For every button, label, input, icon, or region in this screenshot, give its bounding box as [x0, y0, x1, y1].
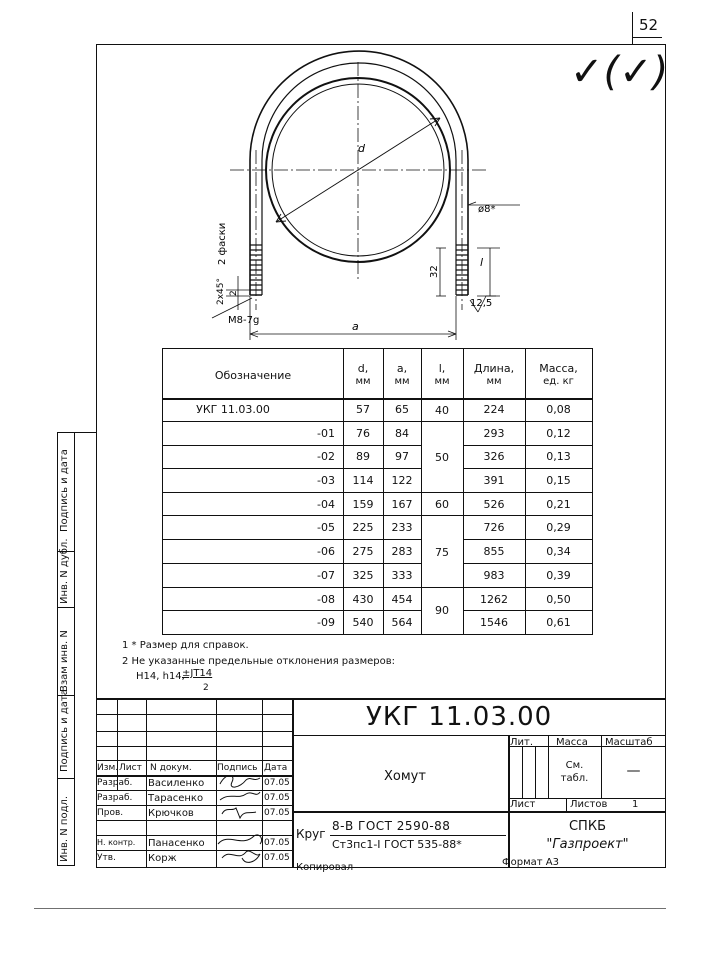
tb-sheet: Лист	[510, 799, 536, 810]
note-2-fraction-bottom: 2	[203, 683, 209, 693]
row-designation: -01	[317, 427, 335, 440]
scan-edge-line	[34, 908, 666, 909]
side-vzam-inv: Взам инв. N	[59, 630, 70, 692]
row-length: 391	[483, 474, 505, 487]
tb-mass-val-1: См.	[565, 760, 584, 771]
tb-date-1: 07.05	[264, 778, 290, 788]
row-a: 233	[391, 521, 413, 534]
row-d: 57	[356, 403, 370, 416]
row-mass: 0,21	[546, 498, 571, 511]
title-block	[96, 698, 666, 868]
clamp-drawing	[0, 0, 707, 350]
row-d: 225	[352, 521, 374, 534]
tb-name-6: Корж	[148, 853, 177, 864]
row-length: 726	[483, 521, 505, 534]
row-d: 114	[352, 474, 374, 487]
row-mass: 0,34	[546, 545, 571, 558]
row-d: 325	[352, 569, 374, 582]
row-d: 275	[352, 545, 374, 558]
row-designation: -09	[317, 616, 335, 629]
l-group-3: 60	[435, 498, 449, 511]
tb-name-1: Василенко	[148, 778, 205, 789]
row-length: 526	[483, 498, 505, 511]
row-a: 167	[391, 498, 413, 511]
note-2-tolerance: H14, h14,	[136, 671, 185, 682]
row-a: 333	[391, 569, 413, 582]
row-length: 1262	[480, 593, 508, 606]
tb-h-doc: N докум.	[150, 763, 192, 773]
tb-h-list: Лист	[119, 763, 142, 773]
row-designation: -04	[317, 498, 335, 511]
row-designation: УКГ 11.03.00	[196, 403, 270, 416]
dia-label: d	[358, 142, 365, 155]
check-mark-icon: ✓(✓)	[570, 49, 669, 95]
tb-material-top: 8-В ГОСТ 2590-88	[332, 819, 451, 833]
tb-org-1: СПКБ	[568, 819, 606, 834]
l-group-5: 90	[435, 604, 449, 617]
side-inv-dubl: Инв. N дубл.	[59, 538, 70, 604]
sheet-number: 52	[639, 16, 659, 34]
header-mass: Масса,	[539, 362, 578, 375]
row-a: 283	[391, 545, 413, 558]
tb-date-2: 07.05	[264, 793, 290, 803]
tb-massa: Масса	[556, 737, 588, 748]
header-designation: Обозначение	[214, 369, 292, 382]
tb-name: Хомут	[384, 769, 426, 784]
row-d: 159	[352, 498, 374, 511]
row-mass: 0,50	[546, 593, 571, 606]
header-d: d,	[357, 362, 369, 375]
thread-length-label: 32	[429, 265, 440, 278]
row-mass: 0,12	[546, 427, 571, 440]
row-mass: 0,08	[546, 403, 571, 416]
row-mass: 0,39	[546, 569, 571, 582]
dimensions-table	[162, 348, 593, 635]
row-d: 540	[352, 616, 374, 629]
row-designation: -07	[317, 569, 335, 582]
tb-name-5: Панасенко	[148, 838, 205, 849]
tb-masshtab: Масштаб	[605, 737, 653, 748]
row-a: 454	[391, 593, 413, 606]
tb-code: УКГ 11.03.00	[366, 702, 553, 732]
tb-org-2: "Газпроект"	[546, 837, 629, 852]
row-a: 122	[391, 474, 413, 487]
chamfer-side-label: 2	[229, 290, 239, 296]
row-d: 89	[356, 450, 370, 463]
side-inv-podl: Инв. N подл.	[59, 795, 70, 862]
header-a-unit: мм	[394, 376, 410, 387]
roughness-label: 12,5	[470, 298, 493, 309]
row-a: 97	[395, 450, 409, 463]
tb-sheets-count: 1	[632, 799, 639, 810]
tb-material-bottom: Ст3пс1-I ГОСТ 535-88*	[332, 838, 462, 851]
header-length-unit: мм	[486, 376, 502, 387]
row-a: 65	[395, 403, 409, 416]
row-mass: 0,13	[546, 450, 571, 463]
chamfer-size-label: 2x45°	[216, 277, 226, 305]
tb-role-1: Разраб.	[97, 778, 133, 788]
row-designation: -03	[317, 474, 335, 487]
l-group-4: 75	[435, 546, 449, 559]
row-mass: 0,15	[546, 474, 571, 487]
tb-date-6: 07.05	[264, 853, 290, 863]
note-2-fraction-top: ±JT14	[182, 668, 213, 679]
tb-lit: Лит.	[510, 737, 534, 748]
row-d: 430	[352, 593, 374, 606]
rod-dia-label: ø8*	[478, 204, 496, 215]
header-d-unit: мм	[355, 376, 371, 387]
tb-role-2: Разраб.	[97, 793, 133, 803]
row-mass: 0,29	[546, 521, 571, 534]
side-sign-date-1: Подпись и дата	[59, 689, 70, 772]
row-length: 293	[483, 427, 505, 440]
tb-material-prefix: Круг	[296, 827, 326, 841]
header-a: a,	[396, 362, 408, 375]
row-a: 84	[395, 427, 409, 440]
note-2: 2 Не указанные предельные отклонения размеров:	[122, 656, 396, 667]
tb-h-date: Дата	[264, 763, 288, 773]
row-designation: -02	[317, 450, 335, 463]
row-length: 1546	[480, 616, 508, 629]
thread-label: M8-7g	[228, 315, 260, 326]
row-designation: -06	[317, 545, 335, 558]
row-mass: 0,61	[546, 616, 571, 629]
footer-copied: Копировал	[296, 862, 354, 873]
tb-scale-val: —	[626, 763, 641, 779]
row-length: 983	[483, 569, 505, 582]
header-mass-unit: ед. кг	[543, 376, 574, 387]
chamfers-label: 2 фаски	[217, 222, 228, 265]
tb-name-2: Тарасенко	[148, 793, 204, 804]
row-length: 224	[483, 403, 505, 416]
a-dimension-label: a	[352, 320, 359, 333]
tb-date-3: 07.05	[264, 808, 290, 818]
tb-h-sign: Подпись	[217, 763, 258, 773]
side-sign-date-2: Подпись и дата	[59, 449, 70, 532]
tb-name-3: Крючков	[148, 808, 194, 819]
row-length: 855	[483, 545, 505, 558]
tb-date-5: 07.05	[264, 838, 290, 848]
note-1: 1 * Размер для справок.	[122, 640, 249, 651]
l-group-1: 40	[435, 404, 449, 417]
signatures-graphic	[216, 762, 286, 868]
tb-role-6: Утв.	[97, 853, 116, 863]
row-designation: -05	[317, 521, 335, 534]
tb-sheets: Листов	[570, 799, 608, 810]
header-l: l,	[438, 362, 446, 375]
row-a: 564	[391, 616, 413, 629]
header-length: Длина,	[473, 362, 515, 375]
l-dimension-label: l	[480, 256, 484, 269]
tb-mass-val-2: табл.	[560, 773, 589, 784]
l-group-2: 50	[435, 451, 449, 464]
tb-h-izm: Изм.	[97, 763, 119, 773]
row-d: 76	[356, 427, 370, 440]
tb-role-3: Пров.	[97, 808, 124, 818]
footer-format: Формат А3	[502, 857, 559, 868]
tb-role-5: Н. контр.	[97, 838, 136, 847]
row-designation: -08	[317, 593, 335, 606]
header-l-unit: мм	[434, 376, 450, 387]
row-length: 326	[483, 450, 505, 463]
